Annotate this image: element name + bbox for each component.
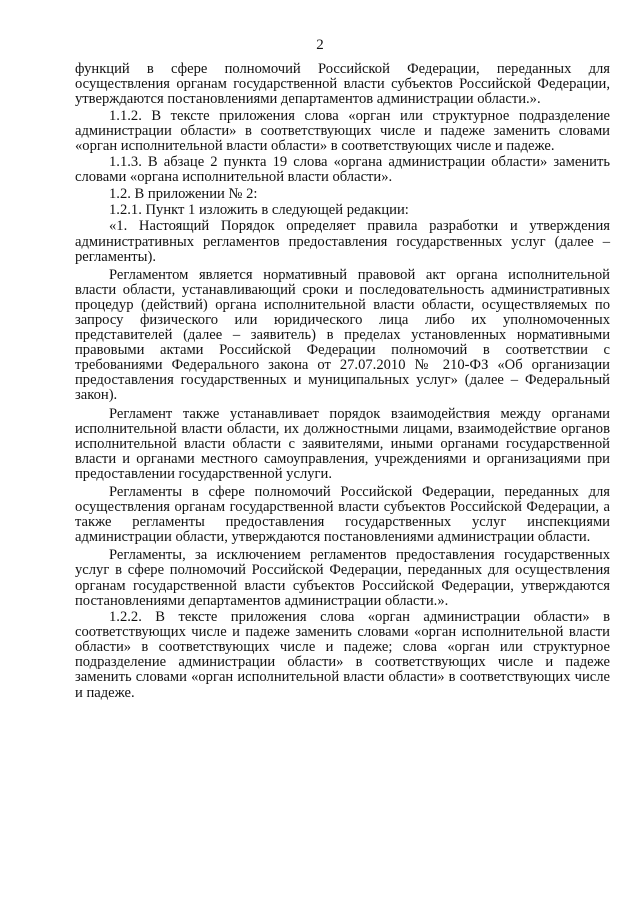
paragraph-regulation-definition: Регламентом является нормативный правовой акт органа исполнительной власти области, устанавливающий сроки и последовательность административных процедур (действий) органа исполнительной власти области, осуществляемых по запросу физического или юридического лица либо их уполномоченных представителей (далее – заявитель) в пределах установленных нормативными правовыми актами Российской Федерации полномочий в соответствии с требованиями Федерального закона от 27.07.2010 № 210-ФЗ «Об организации предоставления государственных и муниципальных услуг» (далее – Федеральный закон). [75, 266, 610, 404]
paragraph-1-2-1: 1.2.1. Пункт 1 изложить в следующей редакции: [109, 202, 409, 219]
paragraph-quoted-item-1: «1. Настоящий Порядок определяет правила разработки и утверждения административных регламентов предоставления государственных услуг (далее – регламенты). [75, 218, 610, 265]
paragraph-1-2-2: 1.2.2. В тексте приложения слова «орган администрации области» в соответствующих числе и падеже заменить словами «орган исполнительной власти области» в соответствующих числе и падеже; слова «орган или структурное подразделение администрации области» в соответствующих числе и падеже заменить словами «орган исполнительной власти области» в соответствующих числе и падеже. [75, 609, 610, 701]
paragraph-1-1-2: 1.1.2. В тексте приложения слова «орган или структурное подразделение администрации области» в соответствующих числе и падеже заменить словами «орган исполнительной власти области» в соответствующих числе и падеже. [75, 107, 610, 154]
document-body [75, 62, 610, 702]
paragraph-exceptions: Регламенты, за исключением регламентов предоставления государственных услуг в сфере полномочий Российской Федерации, переданных для осуществления органам государственной власти субъектов Российской Федерации, утверждаются постановлениями департаментов администрации области.». [75, 547, 610, 609]
paragraph-federal-powers: Регламенты в сфере полномочий Российской Федерации, переданных для осуществления органам государственной власти субъектов Российской Федерации, а также регламенты предоставления государственных услуг инспекциями администрации области, утверждаются постановлениями администрации области. [75, 484, 610, 546]
paragraph-1-2: 1.2. В приложении № 2: [109, 185, 258, 202]
paragraph-regulation-interaction: Регламент также устанавливает порядок взаимодействия между органами исполнительной власти области, их должностными лицами, взаимодействие органов исполнительной власти области с заявителями, иными органами государственной власти и органами местного самоуправления, учреждениями и организациями при предоставлении государственной услуги. [75, 405, 610, 482]
paragraph-1-1-3: 1.1.3. В абзаце 2 пункта 19 слова «органа администрации области» заменить словами «органа исполнительной власти области». [75, 154, 610, 186]
paragraph-continuation: функций в сфере полномочий Российской Федерации, переданных для осуществления органам государственной власти субъектов Российской Федерации, утверждаются постановлениями департаментов администрации области.». [75, 61, 610, 108]
page-number: 2 [316, 37, 324, 53]
